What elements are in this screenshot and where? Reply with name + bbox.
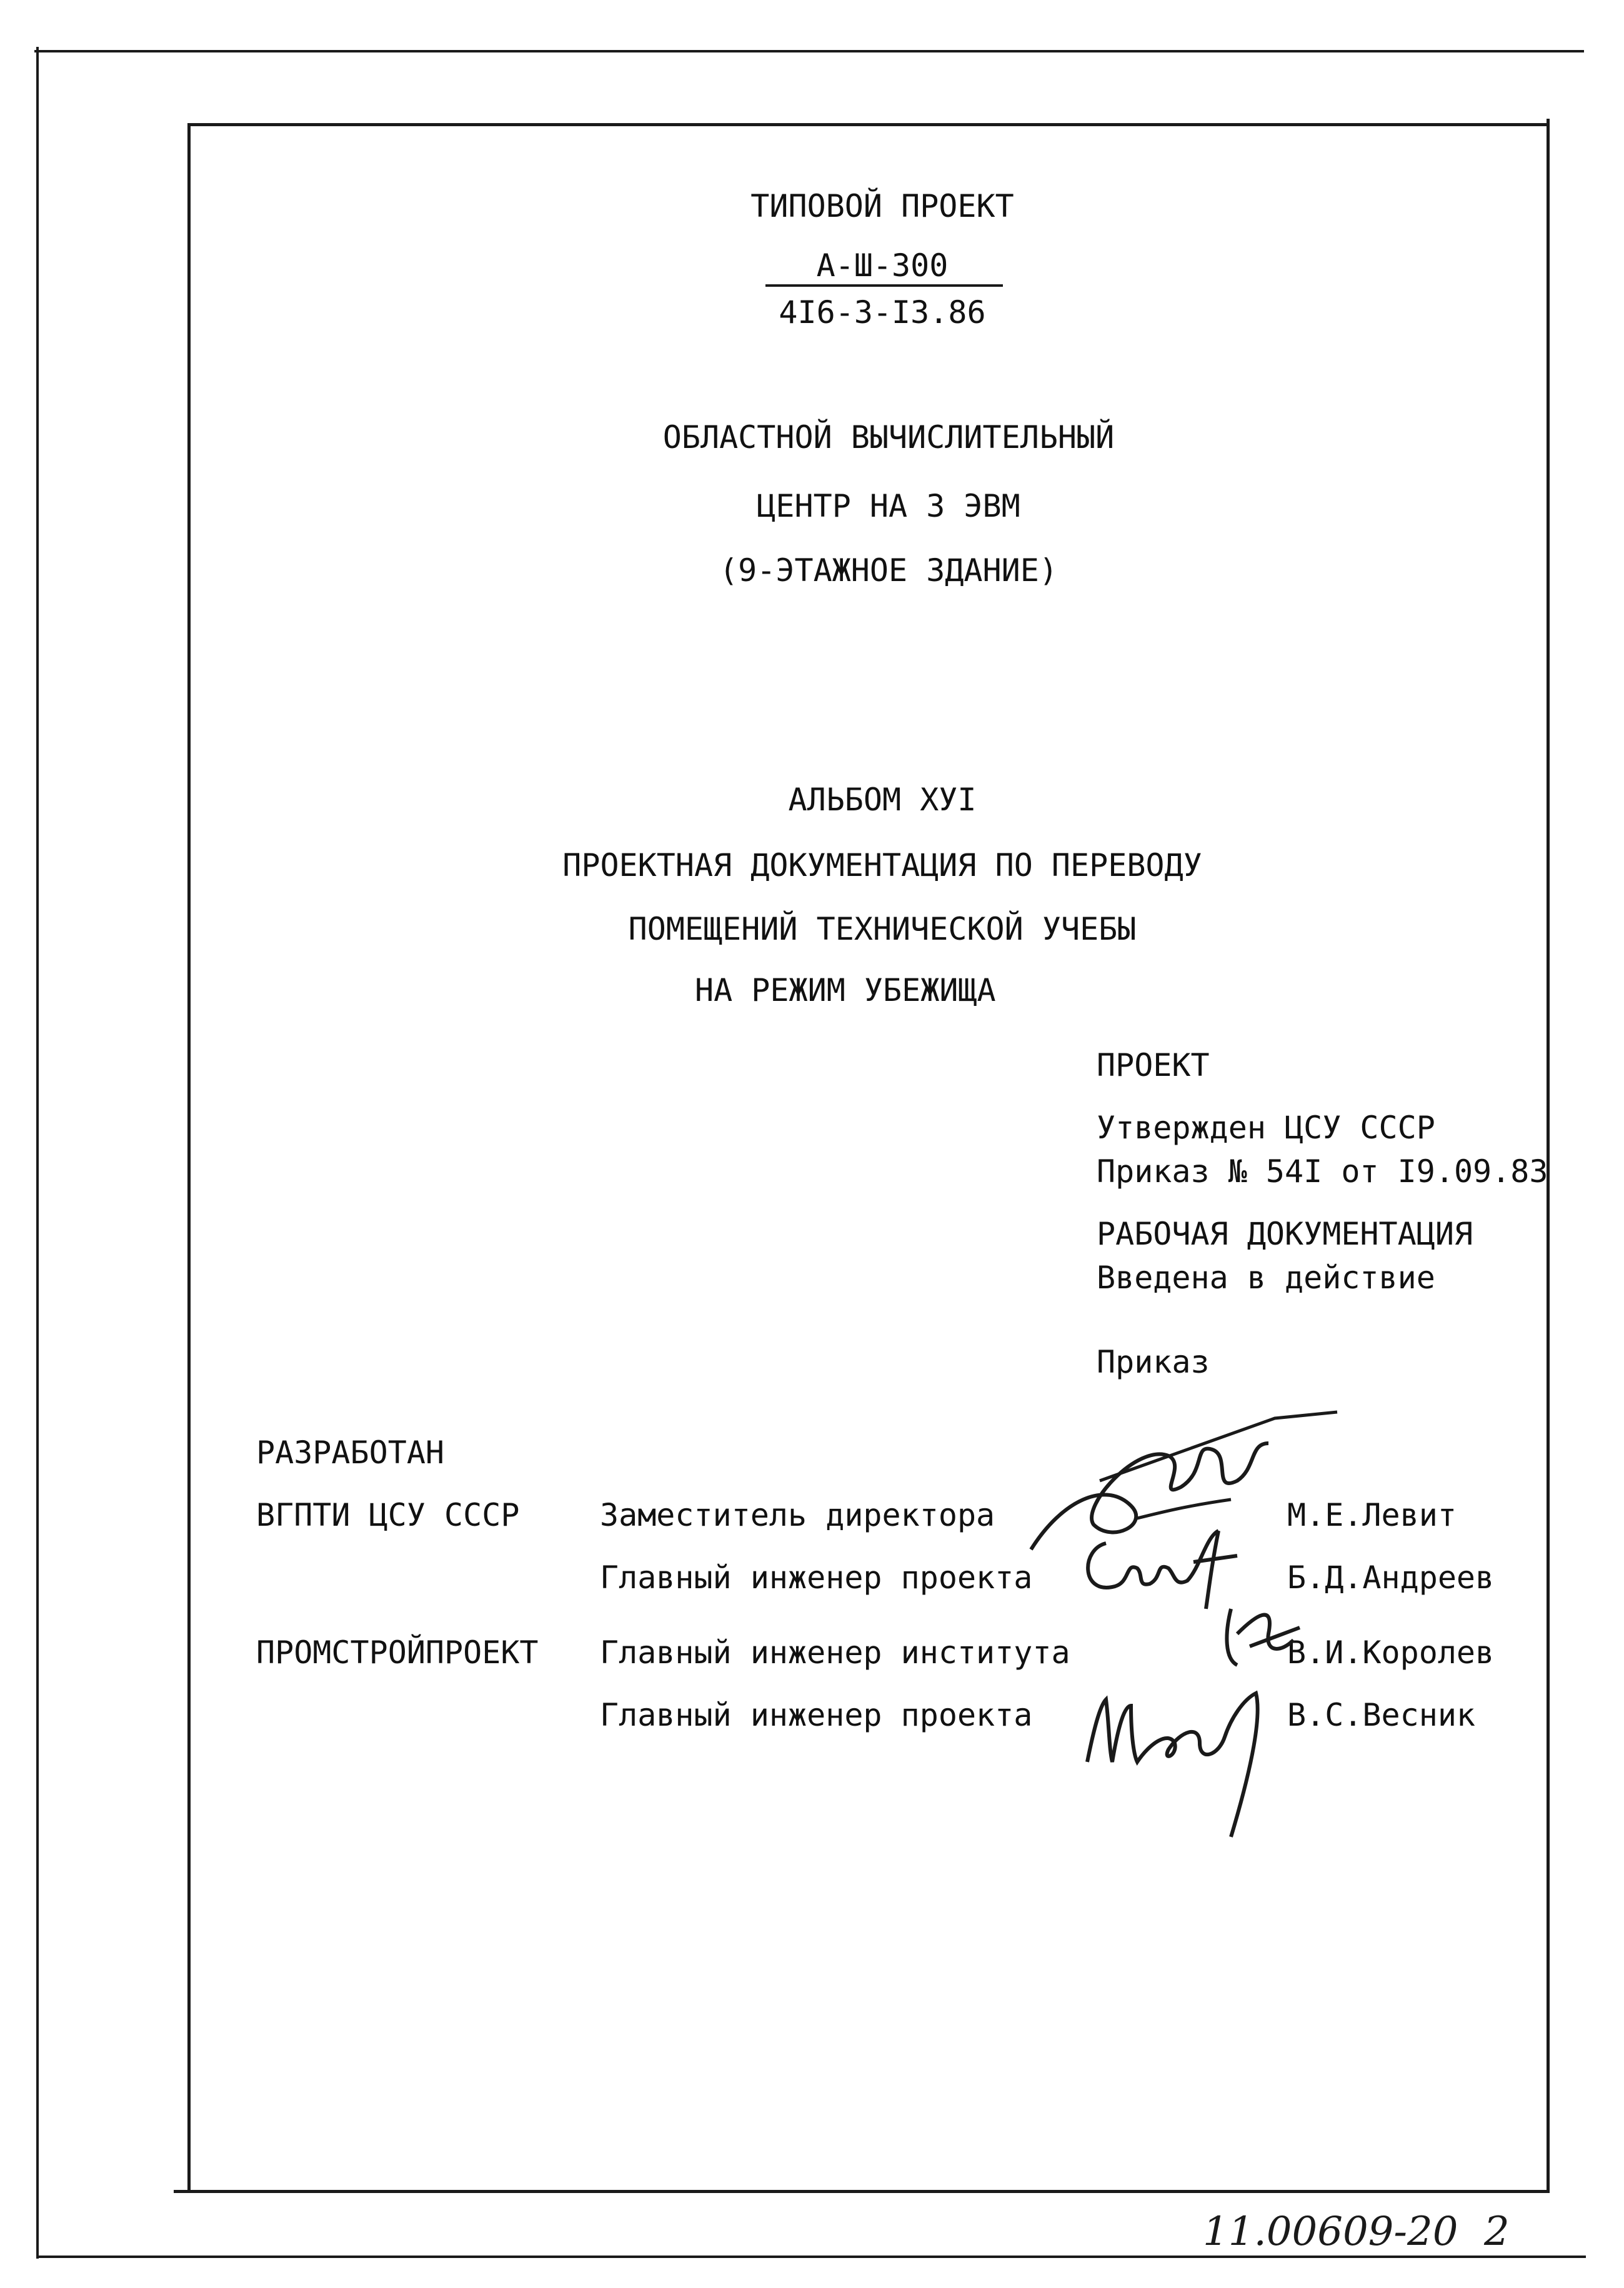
handwritten-archive-number: 11.00609-20 xyxy=(1203,2209,1458,2255)
handwritten-page-number: 2 xyxy=(1484,2209,1510,2255)
title-line-3: (9-ЭТАЖНОЕ ЗДАНИЕ) xyxy=(719,552,1058,589)
title-line-2: ЦЕНТР НА 3 ЭВМ xyxy=(757,488,1020,524)
album-line-3: ПОМЕЩЕНИЙ ТЕХНИЧЕСКОЙ УЧЕБЫ xyxy=(628,911,1137,947)
album-line-4: НА РЕЖИМ УБЕЖИЩА xyxy=(695,972,996,1008)
approval-order: Приказ № 54I от I9.09.83 xyxy=(1097,1153,1548,1190)
developer-name: В.С.Весник xyxy=(1287,1697,1476,1733)
approval-order-2: Приказ xyxy=(1097,1344,1210,1380)
approval-approved-by: Утвержден ЦСУ СССР xyxy=(1097,1110,1435,1146)
code-underline xyxy=(765,284,1003,287)
album-line-2: ПРОЕКТНАЯ ДОКУМЕНТАЦИЯ ПО ПЕРЕВОДУ xyxy=(562,847,1202,883)
developer-org-1: ВГПТИ ЦСУ СССР xyxy=(256,1497,520,1533)
approval-working-docs: РАБОЧАЯ ДОКУМЕНТАЦИЯ xyxy=(1097,1216,1473,1252)
outer-border-left xyxy=(36,47,39,2259)
developer-position: Главный инженер проекта xyxy=(600,1697,1033,1733)
frame-bottom xyxy=(174,2190,1550,2193)
title-line-1: ОБЛАСТНОЙ ВЫЧИСЛИТЕЛЬНЫЙ xyxy=(662,419,1115,455)
developer-position: Главный инженер института xyxy=(600,1634,1070,1671)
approval-introduced: Введена в действие xyxy=(1097,1260,1435,1296)
frame-left xyxy=(187,123,191,2191)
signature-vesnik xyxy=(1075,1681,1287,1843)
developer-position: Заместитель директора xyxy=(600,1497,995,1533)
developer-name: Б.Д.Андреев xyxy=(1287,1559,1495,1596)
signature-korolev xyxy=(1212,1596,1312,1678)
frame-top xyxy=(187,123,1550,126)
developer-name: В.И.Королев xyxy=(1287,1634,1495,1671)
developers-heading: РАЗРАБОТАН xyxy=(256,1435,445,1471)
developer-org-2: ПРОМСТРОЙПРОЕКТ xyxy=(256,1634,539,1671)
approval-project: ПРОЕКТ xyxy=(1097,1047,1210,1083)
outer-border-top xyxy=(34,50,1584,52)
developer-position: Главный инженер проекта xyxy=(600,1559,1033,1596)
project-code-2: 4I6-3-I3.86 xyxy=(779,294,986,331)
type-project-heading: ТИПОВОЙ ПРОЕКТ xyxy=(750,188,1014,224)
album-line-1: АЛЬБОМ ХУI xyxy=(788,782,977,818)
project-code-1: А-Ш-300 xyxy=(816,247,949,284)
outer-border-bottom xyxy=(36,2256,1586,2258)
developer-name: М.Е.Левит xyxy=(1287,1497,1457,1533)
